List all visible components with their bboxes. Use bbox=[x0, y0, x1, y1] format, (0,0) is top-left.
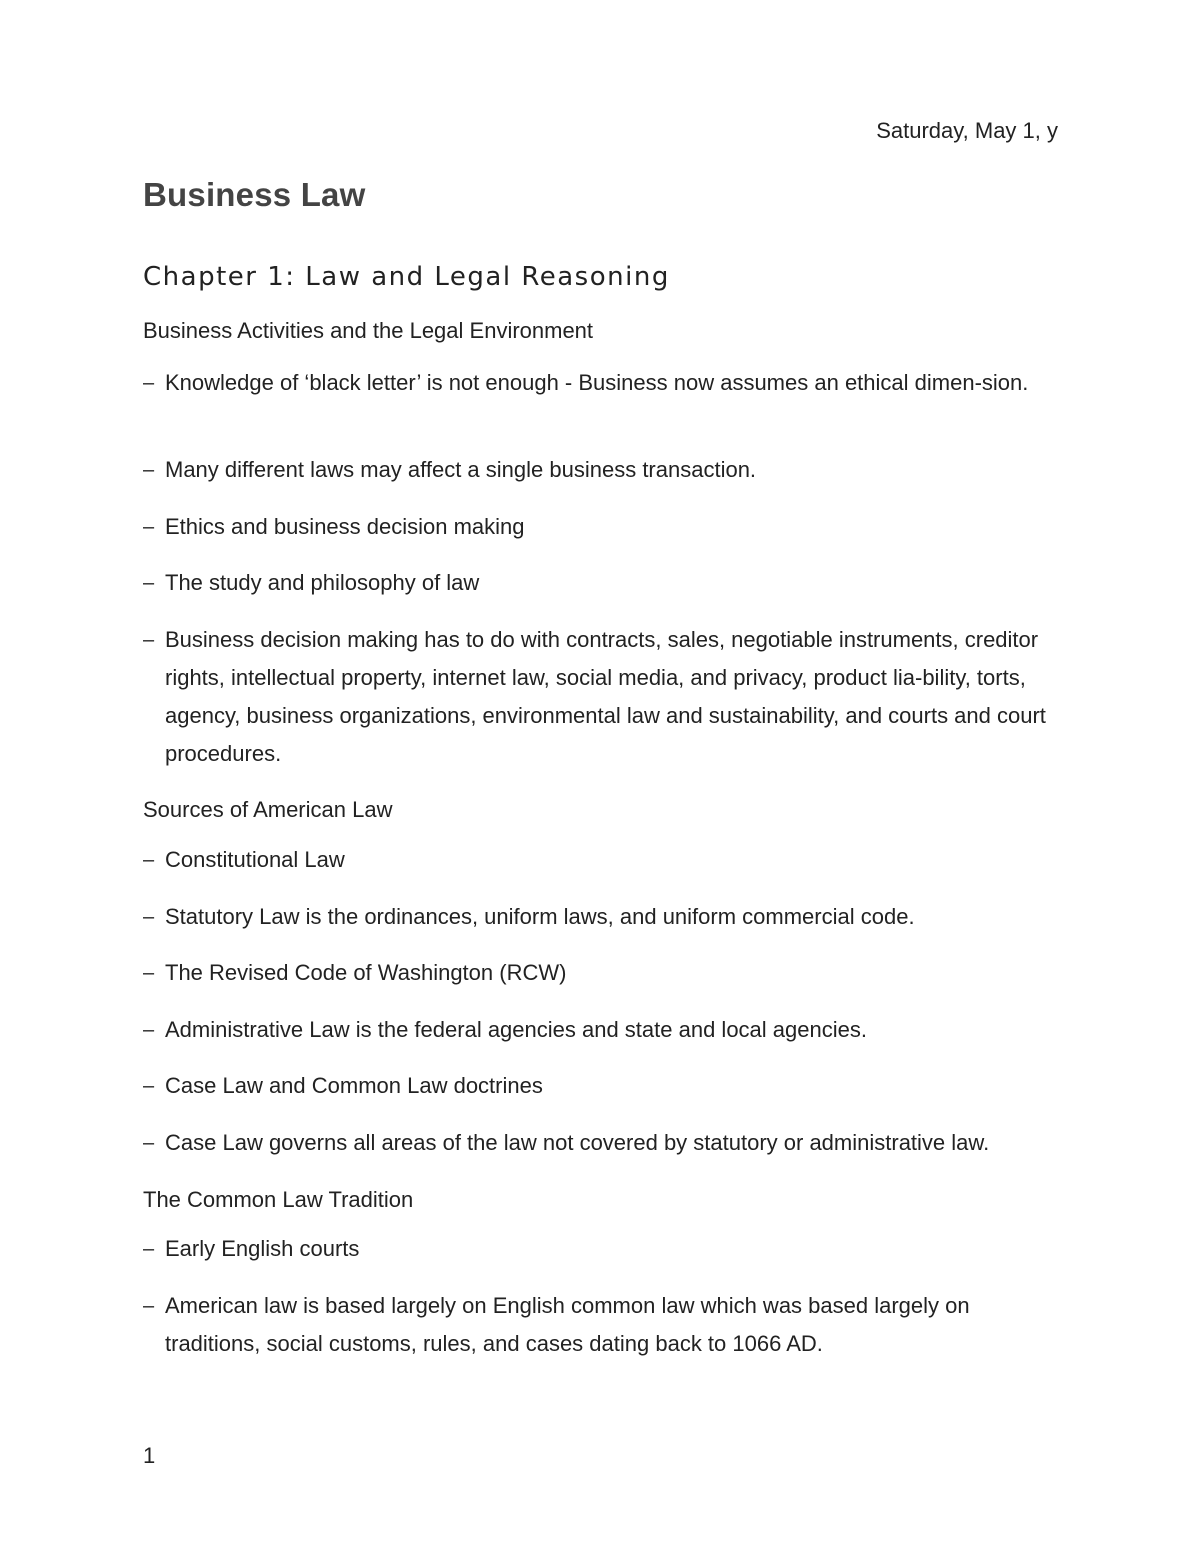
bullet-marker: – bbox=[143, 906, 155, 928]
list-item bbox=[143, 1124, 1063, 1162]
page-number: 1 bbox=[143, 1443, 156, 1468]
list-item bbox=[143, 1230, 1063, 1268]
document-title: Business Law bbox=[143, 176, 366, 213]
list-item bbox=[143, 841, 1063, 879]
list-item-text: The Revised Code of Washington (RCW) bbox=[165, 960, 567, 985]
bullet-marker: – bbox=[143, 572, 155, 594]
list-item-text: Constitutional Law bbox=[165, 847, 345, 872]
bullet-marker: – bbox=[143, 849, 155, 871]
list-item-text: Statutory Law is the ordinances, uniform laws, and uniform commercial code. bbox=[165, 904, 915, 929]
list-item bbox=[143, 954, 1063, 992]
list-item-text: Many different laws may affect a single business transaction. bbox=[165, 457, 757, 482]
section-heading: Business Activities and the Legal Environment bbox=[143, 318, 594, 343]
section-heading: The Common Law Tradition bbox=[143, 1187, 414, 1212]
list-item bbox=[143, 1287, 1063, 1363]
list-item bbox=[143, 564, 1063, 602]
bullet-marker: – bbox=[143, 962, 155, 984]
bullet-marker: – bbox=[143, 1075, 155, 1097]
list-item-text: Knowledge of ‘black letter’ is not enough - Business now assumes an ethical dimen-sion. bbox=[165, 370, 1029, 395]
header-date: Saturday, May 1, y bbox=[876, 118, 1058, 143]
list-item bbox=[143, 1011, 1063, 1049]
list-item bbox=[143, 451, 1063, 489]
section-heading: Sources of American Law bbox=[143, 797, 393, 822]
list-item-text: The study and philosophy of law bbox=[165, 570, 480, 595]
chapter-title: Chapter 1: Law and Legal Reasoning bbox=[143, 262, 670, 292]
bullet-marker: – bbox=[143, 1132, 155, 1154]
list-item bbox=[143, 898, 1063, 936]
bullet-marker: – bbox=[143, 516, 155, 538]
list-item bbox=[143, 621, 1063, 773]
list-item-text: Case Law and Common Law doctrines bbox=[165, 1073, 543, 1098]
bullet-marker: – bbox=[143, 459, 155, 481]
list-item-text: Administrative Law is the federal agencies and state and local agencies. bbox=[165, 1017, 867, 1042]
list-item-text: Early English courts bbox=[165, 1236, 360, 1261]
bullet-marker: – bbox=[143, 1295, 155, 1317]
list-item bbox=[143, 508, 1063, 546]
bullet-marker: – bbox=[143, 372, 155, 394]
bullet-marker: – bbox=[143, 629, 155, 651]
list-item-text: Business decision making has to do with contracts, sales, negotiable instruments, creditor rights, intellectual property, internet law, social media, and privacy, product lia-bility, torts, agency, business organizations, environmental law and sustainability, and courts and court procedures. bbox=[165, 627, 1046, 766]
list-item-text: Ethics and business decision making bbox=[165, 514, 525, 539]
bullet-marker: – bbox=[143, 1238, 155, 1260]
list-item-text: American law is based largely on English common law which was based largely on traditions, social customs, rules, and cases dating back to 1066 AD. bbox=[165, 1293, 970, 1356]
list-item-text: Case Law governs all areas of the law not covered by statutory or administrative law. bbox=[165, 1130, 990, 1155]
list-item bbox=[143, 364, 1063, 402]
bullet-marker: – bbox=[143, 1019, 155, 1041]
list-item bbox=[143, 1067, 1063, 1105]
